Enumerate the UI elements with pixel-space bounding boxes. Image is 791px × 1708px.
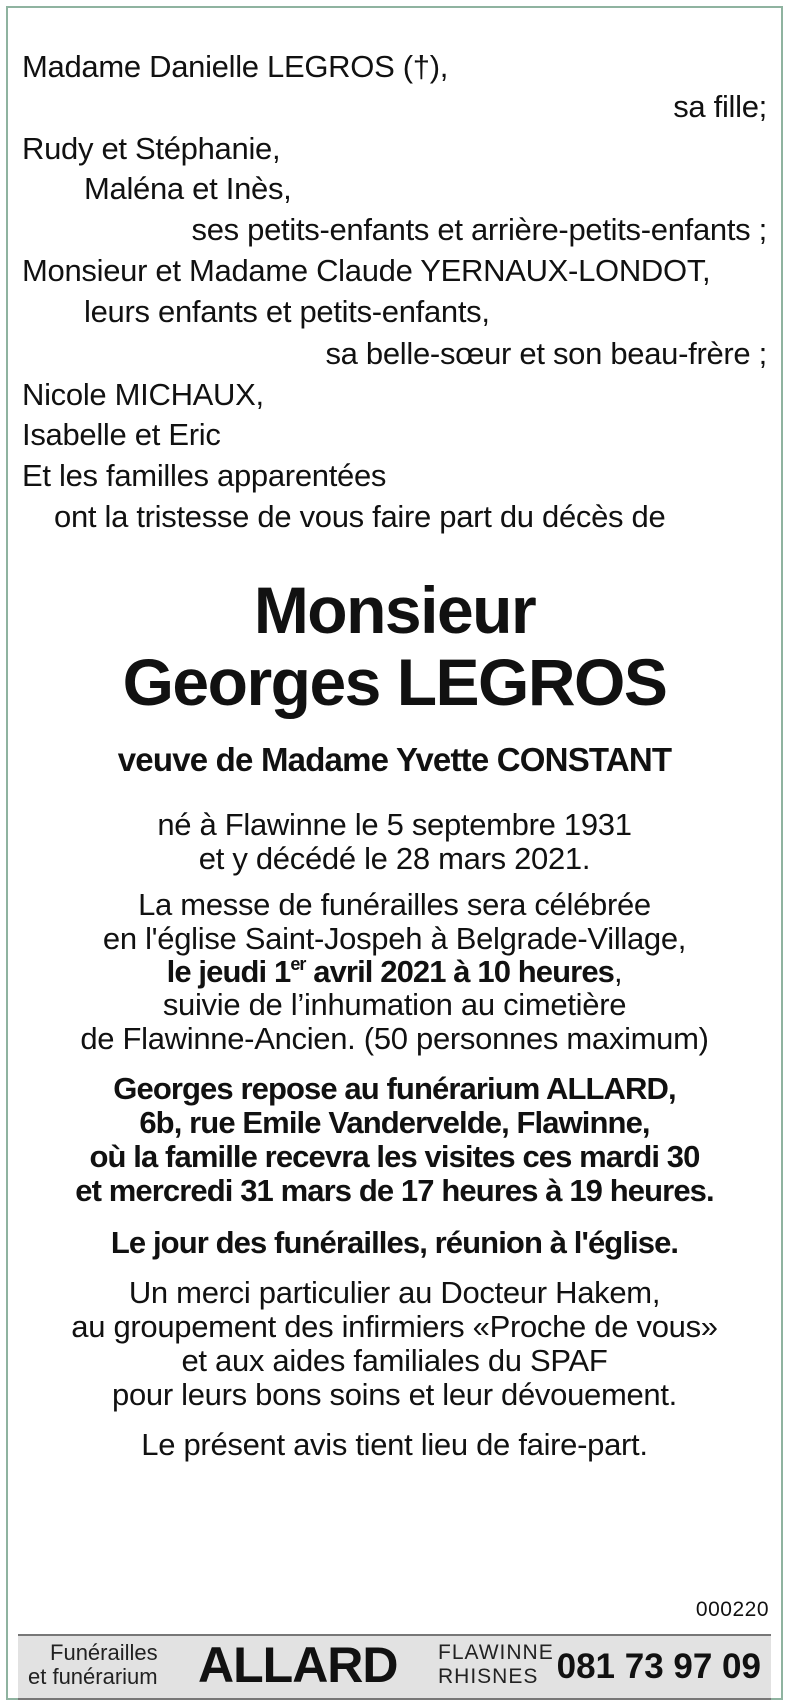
mass-date-rest: avril 2021 à 10 heures xyxy=(305,954,615,989)
reference-number: 000220 xyxy=(695,1598,769,1621)
mass-date xyxy=(22,955,767,988)
mass-line-4: suivie de l’inhumation au cimetière xyxy=(162,987,627,1022)
family-relation-inlaws: sa belle-sœur et son beau-frère ; xyxy=(325,336,767,371)
visit-line-4: et mercredi 31 mars de 17 heures à 19 heures. xyxy=(75,1173,714,1208)
service-line-2: et funérarium xyxy=(28,1664,158,1689)
thanks-line-1: Un merci particulier au Docteur Hakem, xyxy=(128,1275,661,1310)
notice-line: Le présent avis tient lieu de faire-part. xyxy=(141,1427,648,1462)
visit-line-2: 6b, rue Emile Vandervelde, Flawinne, xyxy=(139,1105,650,1140)
location-2: RHISNES xyxy=(438,1665,539,1688)
mass-date-day: le jeudi 1 xyxy=(166,954,291,989)
family-line-great-grandchildren: Maléna et Inès, xyxy=(84,171,292,206)
thanks-line-3: et aux aides familiales du SPAF xyxy=(181,1343,608,1378)
family-line-inlaws-children: leurs enfants et petits-enfants, xyxy=(84,294,490,329)
deceased-spouse: veuve de Madame Yvette CONSTANT xyxy=(117,741,672,778)
mass-line-1: La messe de funérailles sera célébrée xyxy=(138,887,651,922)
location-1: FLAWINNE xyxy=(438,1641,554,1664)
birth-line: né à Flawinne le 5 septembre 1931 xyxy=(157,807,632,842)
family-line-inlaws: Monsieur et Madame Claude YERNAUX-LONDOT, xyxy=(22,253,711,288)
family-line-michaux: Nicole MICHAUX, xyxy=(22,377,264,412)
visit-line-1: Georges repose au funérarium ALLARD, xyxy=(113,1071,676,1106)
funeral-home-banner xyxy=(18,1634,771,1700)
family-line-daughter: Madame Danielle LEGROS (†), xyxy=(22,49,449,84)
mass-date-sup: er xyxy=(290,954,306,974)
family-line-grandchildren: Rudy et Stéphanie, xyxy=(22,131,281,166)
meeting-line: Le jour des funérailles, réunion à l'église. xyxy=(110,1225,679,1260)
family-relation-daughter: sa fille; xyxy=(673,89,767,124)
thanks-line-2: au groupement des infirmiers «Proche de vous» xyxy=(71,1309,718,1344)
visit-line-3: où la famille recevra les visites ces mardi 30 xyxy=(89,1139,700,1174)
mass-line-5: de Flawinne-Ancien. (50 personnes maximum) xyxy=(80,1021,709,1056)
thanks-line-4: pour leurs bons soins et leur dévouement. xyxy=(112,1377,677,1412)
mass-date-comma: , xyxy=(614,954,623,989)
announcement-line: ont la tristesse de vous faire part du décès de xyxy=(54,499,666,534)
brand-logo-text: ALLARD xyxy=(198,1637,398,1693)
deceased-name: Georges LEGROS xyxy=(122,645,667,719)
mass-line-2: en l'église Saint-Jospeh à Belgrade-Village, xyxy=(102,921,687,956)
service-line-1: Funérailles xyxy=(50,1640,158,1665)
notice-frame xyxy=(6,6,783,1700)
locations xyxy=(438,1641,554,1689)
family-line-isabelle: Isabelle et Eric xyxy=(22,417,221,452)
family-relation-grandchildren: ses petits-enfants et arrière-petits-enfants ; xyxy=(191,212,767,247)
service-label xyxy=(28,1641,158,1689)
deceased-title: Monsieur xyxy=(253,573,536,647)
death-line: et y décédé le 28 mars 2021. xyxy=(198,841,591,876)
family-line-relatives: Et les familles apparentées xyxy=(22,458,387,493)
phone-number: 081 73 97 09 xyxy=(556,1647,761,1686)
